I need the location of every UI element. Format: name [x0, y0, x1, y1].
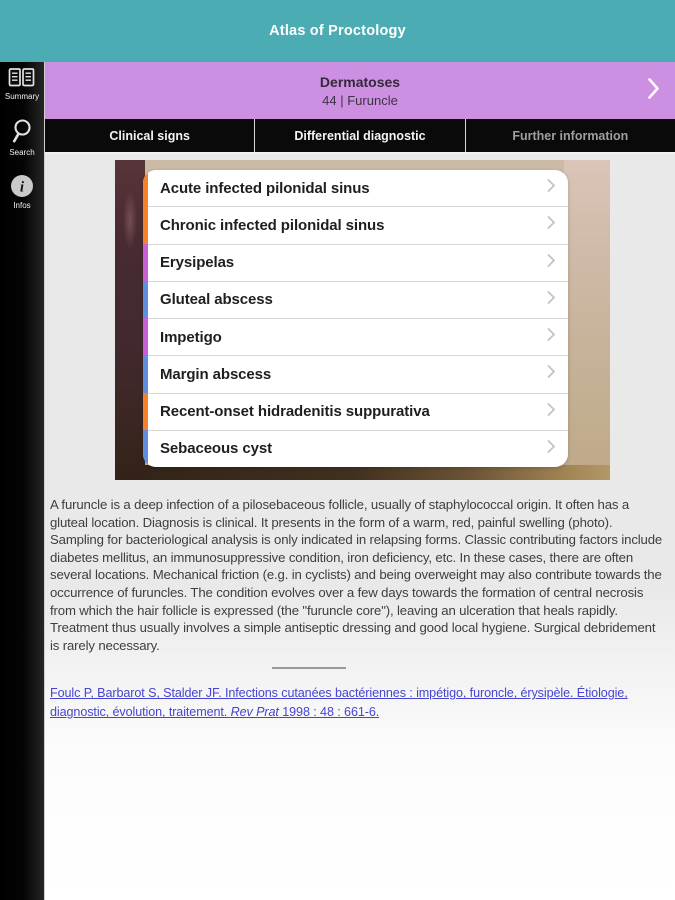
list-item[interactable] — [143, 393, 568, 430]
chevron-right-icon — [547, 253, 556, 273]
photo-skin-region — [564, 160, 610, 352]
category-color-stripe — [143, 393, 148, 430]
reference-citation: 1998 : 48 : 661-6. — [278, 705, 380, 720]
chevron-right-icon — [547, 290, 556, 310]
list-item[interactable] — [143, 170, 568, 206]
info-icon — [10, 174, 34, 198]
category-color-stripe — [143, 244, 148, 281]
tab-label: Further information — [512, 128, 629, 143]
lesion-photo — [115, 160, 610, 480]
sidebar — [0, 62, 45, 900]
book-icon — [8, 67, 35, 89]
list-item[interactable] — [143, 430, 568, 467]
category-color-stripe — [143, 206, 148, 243]
list-item[interactable] — [143, 318, 568, 355]
chevron-right-icon — [547, 439, 556, 459]
differential-diagnosis-list — [143, 170, 568, 467]
search-icon — [10, 118, 34, 145]
app-title: Atlas of Proctology — [269, 23, 406, 39]
tab-label: Clinical signs — [109, 128, 190, 143]
reference-journal: Rev Prat — [230, 705, 279, 720]
diagnosis-label: Impetigo — [160, 328, 222, 346]
category-banner[interactable] — [45, 62, 675, 119]
sidebar-item-label: Infos — [13, 201, 31, 210]
chevron-right-icon — [547, 402, 556, 422]
article-section — [50, 496, 663, 722]
diagnosis-label: Chronic infected pilonidal sinus — [160, 216, 385, 234]
list-item[interactable] — [143, 244, 568, 281]
chevron-right-icon — [547, 178, 556, 198]
photo-shadow-region — [143, 465, 610, 480]
chevron-right-icon — [547, 364, 556, 384]
tab-clinical-signs[interactable] — [45, 119, 254, 152]
tab-bar — [45, 119, 675, 154]
diagnosis-label: Gluteal abscess — [160, 291, 273, 309]
category-color-stripe — [143, 355, 148, 392]
app-header — [0, 0, 675, 62]
chevron-right-icon[interactable] — [646, 75, 661, 106]
content-area — [45, 154, 675, 900]
sidebar-item-search[interactable] — [9, 118, 34, 157]
reference-text: Foulc P, Barbarot S, Stalder JF. Infections cutanées bactériennes : impétigo, furoncle, érysipèle. Étiologie, diagnostic, évolution, traitement. — [50, 686, 628, 720]
diagnosis-label: Sebaceous cyst — [160, 440, 272, 458]
diagnosis-label: Acute infected pilonidal sinus — [160, 179, 370, 197]
category-color-stripe — [143, 170, 148, 206]
list-item[interactable] — [143, 281, 568, 318]
tab-differential-diagnostic[interactable] — [254, 119, 464, 152]
banner-category: Dermatoses — [319, 73, 401, 90]
category-color-stripe — [143, 430, 148, 467]
tab-label: Differential diagnostic — [294, 128, 426, 143]
sidebar-item-label: Search — [9, 148, 35, 157]
diagnosis-label: Recent-onset hidradenitis suppurativa — [160, 403, 430, 421]
svg-text:i: i — [19, 179, 25, 196]
diagnosis-label: Margin abscess — [160, 365, 272, 383]
disease-description: A furuncle is a deep infection of a pilosebaceous follicle, usually of staphylococcal origin. It often has a gluteal location. Diagnosis is clinical. It presents in the form of a warm, red, painful swelling (photo). Sampling for bacteriological analysis is only indicated in relapsing forms. Classic contributing factors include diabetes mellitus, an immunosuppressive condition, iron deficiency, etc. In these cases, there are often several locations. Mechanical friction (e.g. in cyclists) and being overweight may also contribute towards the occurrence of furuncles. The condition evolves over a few days towards the formation of central necrosis from which the hair follicle is expressed (the "furuncle core"), leaving an ulceration that heals rapidly. Treatment thus usually involves a simple antiseptic dressing and good local hygiene. Surgical debridement is rarely necessary. — [50, 497, 663, 653]
chevron-right-icon — [547, 215, 556, 235]
photo-dark-region — [115, 160, 145, 480]
category-color-stripe — [143, 281, 148, 318]
list-item[interactable] — [143, 206, 568, 243]
tab-further-information[interactable] — [465, 119, 675, 152]
reference-link[interactable] — [50, 684, 663, 722]
banner-item: 44 | Furuncle — [322, 92, 398, 108]
category-color-stripe — [143, 318, 148, 355]
chevron-right-icon — [547, 327, 556, 347]
diagnosis-label: Erysipelas — [160, 254, 235, 272]
list-item[interactable] — [143, 355, 568, 392]
sidebar-item-infos[interactable] — [10, 174, 34, 210]
sidebar-item-summary[interactable] — [5, 67, 39, 101]
section-divider — [272, 667, 346, 669]
sidebar-item-label: Summary — [4, 92, 40, 101]
